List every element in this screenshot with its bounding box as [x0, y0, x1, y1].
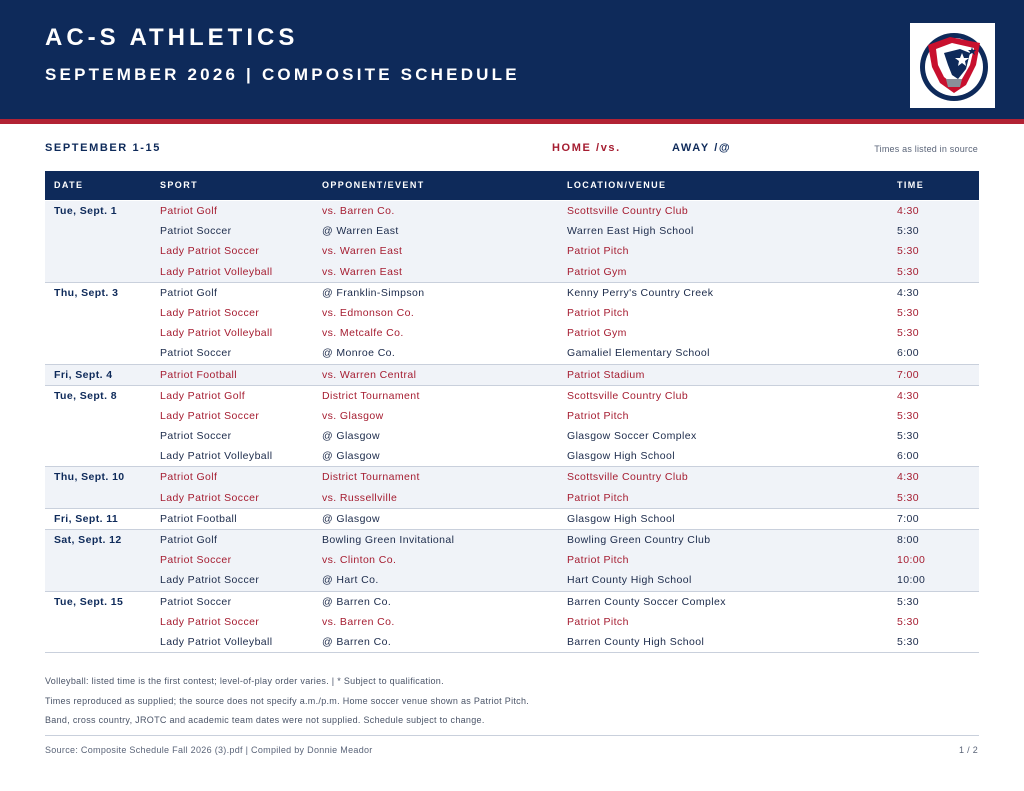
date-cell: Fri, Sept. 11 [54, 512, 119, 525]
header-accent-stripe [0, 119, 1024, 124]
time-cell: 5:30 [897, 430, 920, 443]
table-row [45, 446, 979, 466]
location-cell: Barren County Soccer Complex [567, 595, 726, 608]
location-cell: Patriot Pitch [567, 491, 629, 504]
sport-cell: Patriot Soccer [160, 347, 232, 360]
table-row [45, 365, 979, 385]
time-cell: 5:30 [897, 491, 920, 504]
opponent-cell: vs. Warren East [322, 265, 403, 278]
location-cell: Patriot Pitch [567, 306, 629, 319]
legend-away: AWAY /@ [672, 142, 732, 154]
date-cell: Tue, Sept. 15 [54, 595, 124, 608]
note-line: Band, cross country, JROTC and academic team dates were not supplied. Schedule subject to change. [45, 715, 485, 725]
time-cell: 10:00 [897, 554, 926, 567]
opponent-cell: vs. Barren Co. [322, 615, 395, 628]
patriot-logo-icon [910, 23, 995, 108]
opponent-cell: District Tournament [322, 471, 420, 484]
opponent-cell: vs. Barren Co. [322, 205, 395, 217]
sport-cell: Lady Patriot Volleyball [160, 635, 273, 648]
date-cell: Sat, Sept. 12 [54, 534, 122, 546]
header-time: TIME [897, 180, 925, 190]
table-row [45, 262, 979, 282]
footer-divider [45, 735, 979, 736]
time-cell: 7:00 [897, 368, 920, 381]
time-cell: 4:30 [897, 205, 920, 217]
opponent-cell: @ Glasgow [322, 512, 381, 525]
date-group [45, 530, 979, 592]
date-group [45, 509, 979, 530]
opponent-cell: vs. Russellville [322, 491, 398, 504]
time-cell: 6:00 [897, 450, 920, 463]
opponent-cell: vs. Metcalfe Co. [322, 327, 404, 340]
opponent-cell: Bowling Green Invitational [322, 534, 455, 546]
opponent-cell: @ Barren Co. [322, 635, 392, 648]
table-row [45, 201, 979, 221]
location-cell: Scottsville Country Club [567, 471, 689, 484]
location-cell: Bowling Green Country Club [567, 534, 711, 546]
table-row [45, 426, 979, 446]
page-number: 1 / 2 [958, 745, 978, 755]
table-row [45, 550, 979, 570]
date-cell: Tue, Sept. 8 [54, 389, 117, 402]
opponent-cell: @ Glasgow [322, 430, 381, 443]
section-title: SEPTEMBER 1-15 [45, 142, 161, 154]
table-header [45, 171, 979, 200]
location-cell: Patriot Stadium [567, 368, 645, 381]
location-cell: Patriot Gym [567, 327, 627, 340]
table-row [45, 323, 979, 343]
page-title: AC-S ATHLETICS [45, 24, 299, 51]
date-cell: Thu, Sept. 10 [54, 471, 125, 484]
sport-cell: Patriot Soccer [160, 225, 232, 238]
location-cell: Barren County High School [567, 635, 705, 648]
header-date: DATE [54, 180, 84, 190]
time-cell: 10:00 [897, 574, 926, 587]
table-row [45, 612, 979, 632]
sport-cell: Lady Patriot Soccer [160, 306, 260, 319]
date-group [45, 592, 979, 654]
table-row [45, 303, 979, 323]
note-line: Volleyball: listed time is the first contest; level-of-play order varies. | * Subject to qualification. [45, 676, 444, 686]
time-cell: 4:30 [897, 286, 920, 299]
time-cell: 4:30 [897, 389, 920, 402]
time-cell: 5:30 [897, 265, 920, 278]
location-cell: Patriot Gym [567, 265, 627, 278]
location-cell: Glasgow Soccer Complex [567, 430, 697, 443]
time-cell: 5:30 [897, 409, 920, 422]
sport-cell: Patriot Golf [160, 534, 218, 546]
opponent-cell: @ Glasgow [322, 450, 381, 463]
opponent-cell: District Tournament [322, 389, 420, 402]
time-cell: 8:00 [897, 534, 920, 546]
table-row [45, 386, 979, 406]
location-cell: Scottsville Country Club [567, 389, 689, 402]
time-cell: 5:30 [897, 615, 920, 628]
table-row [45, 530, 979, 550]
location-cell: Patriot Pitch [567, 245, 629, 258]
opponent-cell: @ Hart Co. [322, 574, 379, 587]
opponent-cell: vs. Warren East [322, 245, 403, 258]
opponent-cell: @ Monroe Co. [322, 347, 396, 360]
date-cell: Thu, Sept. 3 [54, 286, 119, 299]
time-cell: 7:00 [897, 512, 920, 525]
opponent-cell: @ Franklin-Simpson [322, 286, 425, 299]
table-row [45, 241, 979, 261]
opponent-cell: @ Barren Co. [322, 595, 392, 608]
header-location: LOCATION/VENUE [567, 180, 667, 190]
opponent-cell: vs. Clinton Co. [322, 554, 397, 567]
date-cell: Fri, Sept. 4 [54, 368, 113, 381]
header-opponent: OPPONENT/EVENT [322, 180, 425, 190]
table-row [45, 467, 979, 487]
time-cell: 5:30 [897, 245, 920, 258]
date-cell: Tue, Sept. 1 [54, 205, 117, 217]
sport-cell: Lady Patriot Soccer [160, 245, 260, 258]
table-row [45, 406, 979, 426]
sport-cell: Patriot Soccer [160, 595, 232, 608]
sport-cell: Patriot Golf [160, 205, 218, 217]
time-cell: 5:30 [897, 327, 920, 340]
sport-cell: Lady Patriot Soccer [160, 409, 260, 422]
time-cell: 5:30 [897, 225, 920, 238]
table-row [45, 221, 979, 241]
note-line: Times reproduced as supplied; the source does not specify a.m./p.m. Home soccer venue shown as Patriot Pitch. [45, 695, 530, 706]
sport-cell: Patriot Soccer [160, 430, 232, 443]
footer-source: Source: Composite Schedule Fall 2026 (3).pdf | Compiled by Donnie Meador [45, 745, 373, 755]
sport-cell: Lady Patriot Soccer [160, 574, 260, 587]
sport-cell: Patriot Golf [160, 286, 218, 299]
location-cell: Patriot Pitch [567, 554, 629, 567]
location-cell: Gamaliel Elementary School [567, 347, 710, 360]
opponent-cell: vs. Glasgow [322, 409, 384, 422]
time-cell: 5:30 [897, 595, 920, 608]
time-cell: 4:30 [897, 471, 920, 484]
table-row [45, 283, 979, 303]
opponent-cell: @ Warren East [322, 225, 399, 238]
table-row [45, 632, 979, 652]
location-cell: Scottsville Country Club [567, 205, 689, 217]
date-group [45, 365, 979, 386]
sport-cell: Patriot Football [160, 512, 238, 525]
sport-cell: Patriot Golf [160, 471, 218, 484]
location-cell: Warren East High School [567, 225, 694, 238]
sport-cell: Lady Patriot Volleyball [160, 450, 273, 463]
date-group [45, 201, 979, 283]
schedule-table-body [45, 201, 979, 653]
location-cell: Hart County High School [567, 574, 692, 587]
time-cell: 6:00 [897, 347, 920, 360]
location-cell: Glasgow High School [567, 450, 675, 463]
date-group [45, 467, 979, 508]
sport-cell: Patriot Soccer [160, 554, 232, 567]
time-cell: 5:30 [897, 635, 920, 648]
sport-cell: Lady Patriot Volleyball [160, 265, 273, 278]
location-cell: Patriot Pitch [567, 615, 629, 628]
table-row [45, 343, 979, 363]
sport-cell: Lady Patriot Soccer [160, 491, 260, 504]
opponent-cell: vs. Warren Central [322, 368, 417, 381]
time-cell: 5:30 [897, 306, 920, 319]
location-cell: Patriot Pitch [567, 409, 629, 422]
sport-cell: Lady Patriot Soccer [160, 615, 260, 628]
table-row [45, 488, 979, 508]
date-group [45, 283, 979, 365]
table-row [45, 509, 979, 529]
page-subtitle: SEPTEMBER 2026 | COMPOSITE SCHEDULE [45, 65, 520, 84]
table-row [45, 570, 979, 590]
opponent-cell: vs. Edmonson Co. [322, 306, 415, 319]
table-row [45, 592, 979, 612]
times-source-note: Times as listed in source [874, 144, 978, 154]
notes [45, 676, 529, 735]
date-group [45, 386, 979, 468]
location-cell: Glasgow High School [567, 512, 675, 525]
sport-cell: Lady Patriot Volleyball [160, 327, 273, 340]
sport-cell: Lady Patriot Golf [160, 389, 246, 402]
legend-home: HOME /vs. [552, 142, 621, 154]
location-cell: Kenny Perry's Country Creek [567, 286, 714, 299]
page-header [0, 0, 1024, 119]
sport-cell: Patriot Football [160, 368, 238, 381]
header-sport: SPORT [160, 180, 199, 190]
